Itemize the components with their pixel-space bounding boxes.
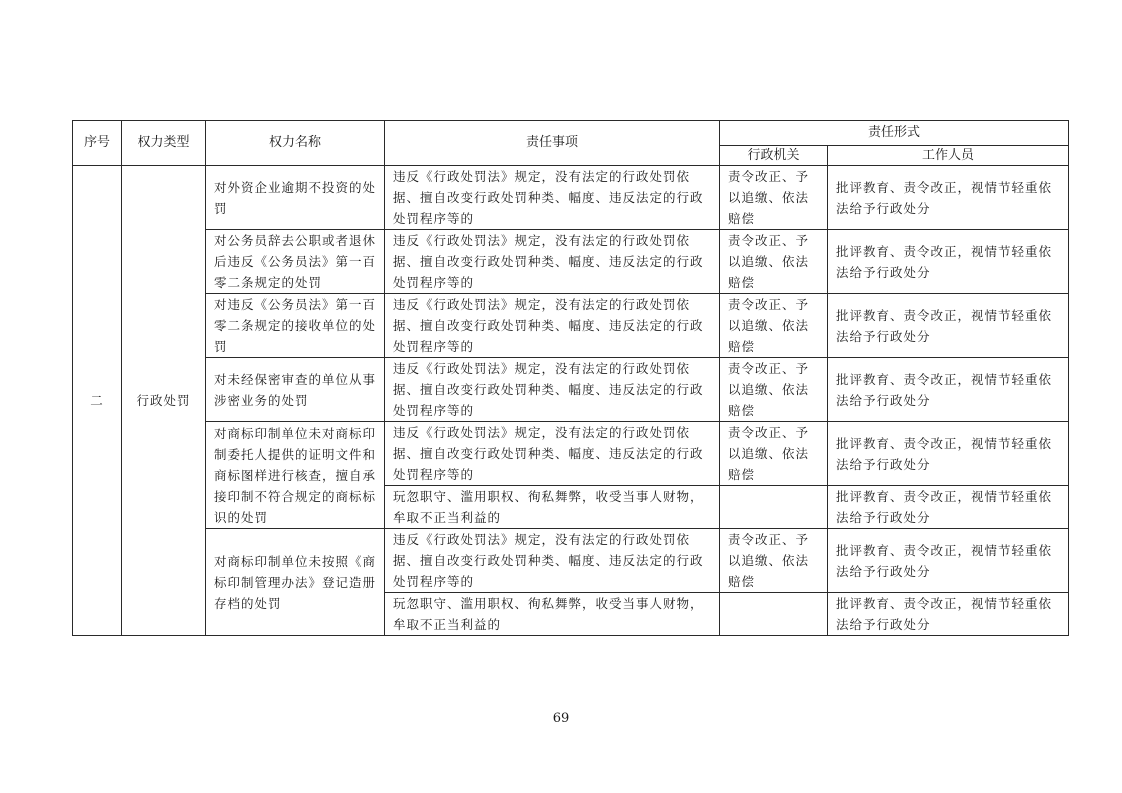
staff-cell: 批评教育、责令改正，视情节轻重依法给予行政处分 [828, 486, 1069, 529]
responsibility-cell: 玩忽职守、滥用职权、徇私舞弊，收受当事人财物，牟取不正当利益的 [385, 486, 720, 529]
staff-cell: 批评教育、责令改正，视情节轻重依法给予行政处分 [828, 294, 1069, 358]
power-name-cell: 对违反《公务员法》第一百零二条规定的接收单位的处罚 [206, 294, 385, 358]
staff-cell: 批评教育、责令改正，视情节轻重依法给予行政处分 [828, 593, 1069, 636]
responsibility-cell: 玩忽职守、滥用职权、徇私舞弊，收受当事人财物，牟取不正当利益的 [385, 593, 720, 636]
responsibility-cell: 违反《行政处罚法》规定，没有法定的行政处罚依据、擅自改变行政处罚种类、幅度、违反法定的行政处罚程序等的 [385, 529, 720, 593]
admin-organ-cell [720, 486, 828, 529]
staff-cell: 批评教育、责令改正，视情节轻重依法给予行政处分 [828, 529, 1069, 593]
page-number: 69 [552, 711, 570, 726]
responsibility-cell: 违反《行政处罚法》规定，没有法定的行政处罚依据、擅自改变行政处罚种类、幅度、违反法定的行政处罚程序等的 [385, 358, 720, 422]
power-name-cell: 对商标印制单位未按照《商标印制管理办法》登记造册存档的处罚 [206, 529, 385, 636]
header-responsibility: 责任事项 [385, 121, 720, 166]
header-admin-organ: 行政机关 [720, 146, 828, 166]
power-name-cell: 对未经保密审查的单位从事涉密业务的处罚 [206, 358, 385, 422]
admin-organ-cell: 责令改正、予以追缴、依法赔偿 [720, 422, 828, 486]
staff-cell: 批评教育、责令改正，视情节轻重依法给予行政处分 [828, 166, 1069, 230]
responsibility-table [72, 120, 1069, 636]
admin-organ-cell: 责令改正、予以追缴、依法赔偿 [720, 529, 828, 593]
staff-cell: 批评教育、责令改正，视情节轻重依法给予行政处分 [828, 230, 1069, 294]
power-name-cell: 对公务员辞去公职或者退休后违反《公务员法》第一百零二条规定的处罚 [206, 230, 385, 294]
responsibility-cell: 违反《行政处罚法》规定，没有法定的行政处罚依据、擅自改变行政处罚种类、幅度、违反法定的行政处罚程序等的 [385, 166, 720, 230]
header-staff: 工作人员 [828, 146, 1069, 166]
admin-organ-cell: 责令改正、予以追缴、依法赔偿 [720, 294, 828, 358]
admin-organ-cell: 责令改正、予以追缴、依法赔偿 [720, 230, 828, 294]
power-name-cell: 对商标印制单位未对商标印制委托人提供的证明文件和商标图样进行核查，擅自承接印制不符合规定的商标标识的处罚 [206, 422, 385, 529]
power-name-cell: 对外资企业逾期不投资的处罚 [206, 166, 385, 230]
responsibility-cell: 违反《行政处罚法》规定，没有法定的行政处罚依据、擅自改变行政处罚种类、幅度、违反法定的行政处罚程序等的 [385, 422, 720, 486]
admin-organ-cell [720, 593, 828, 636]
admin-organ-cell: 责令改正、予以追缴、依法赔偿 [720, 166, 828, 230]
header-resp-form: 责任形式 [720, 121, 1069, 146]
header-seq: 序号 [73, 121, 122, 166]
power-type-cell: 行政处罚 [122, 166, 206, 636]
admin-organ-cell: 责令改正、予以追缴、依法赔偿 [720, 358, 828, 422]
header-power-name: 权力名称 [206, 121, 385, 166]
staff-cell: 批评教育、责令改正，视情节轻重依法给予行政处分 [828, 358, 1069, 422]
responsibility-cell: 违反《行政处罚法》规定，没有法定的行政处罚依据、擅自改变行政处罚种类、幅度、违反法定的行政处罚程序等的 [385, 294, 720, 358]
seq-cell: 二 [73, 166, 122, 636]
staff-cell: 批评教育、责令改正，视情节轻重依法给予行政处分 [828, 422, 1069, 486]
responsibility-cell: 违反《行政处罚法》规定，没有法定的行政处罚依据、擅自改变行政处罚种类、幅度、违反法定的行政处罚程序等的 [385, 230, 720, 294]
header-power-type: 权力类型 [122, 121, 206, 166]
